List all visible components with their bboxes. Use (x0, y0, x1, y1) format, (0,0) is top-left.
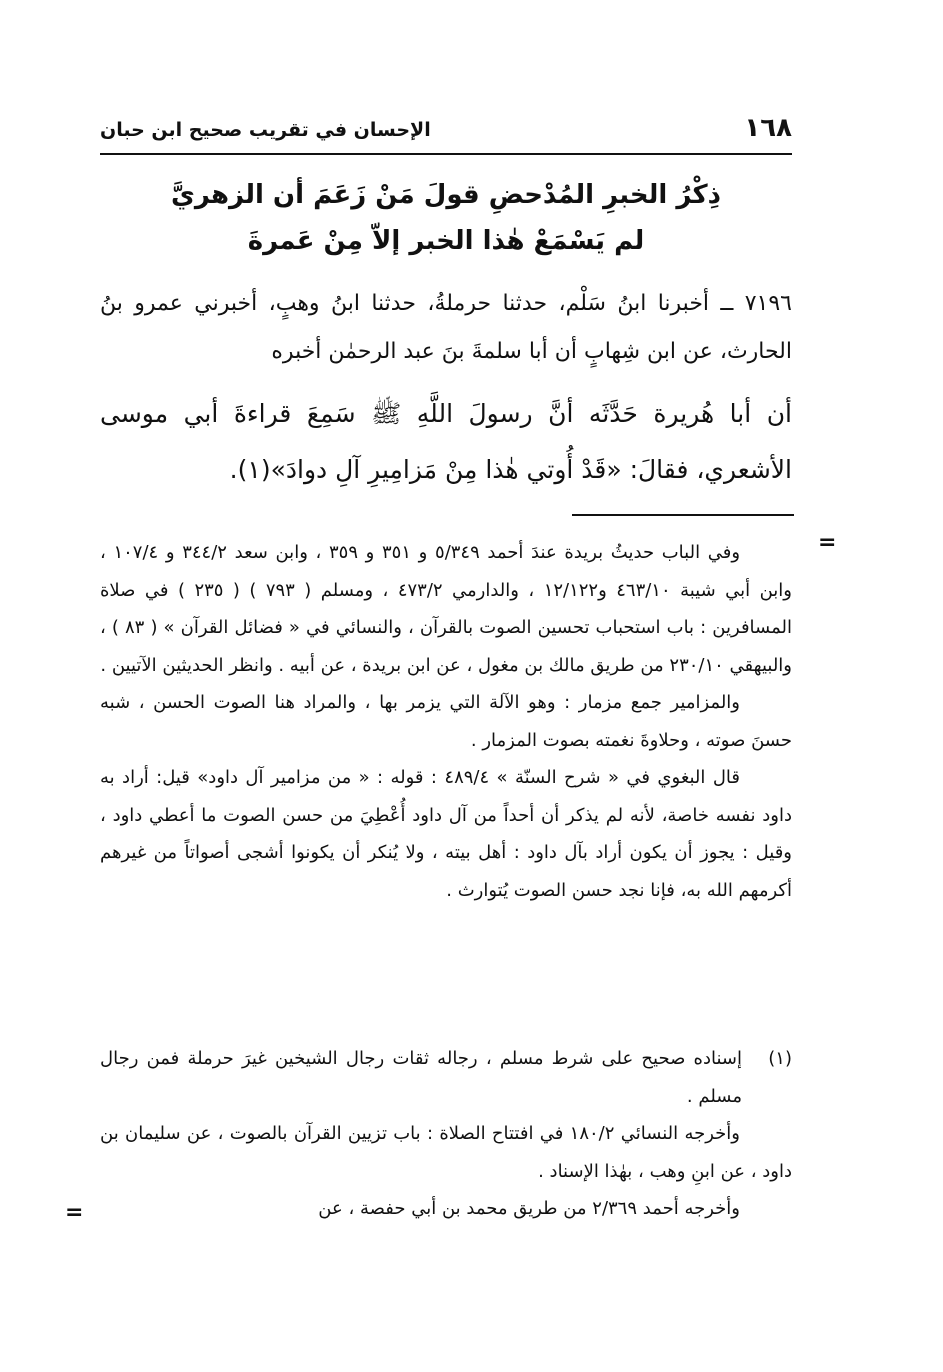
continuation-mark-bottom: = (65, 1200, 84, 1225)
chapter-heading-line-2: لم يَسْمَعْ هٰذا الخبر إلاّ مِنْ عَمرةَ (247, 226, 645, 256)
page-header (100, 113, 792, 155)
footnote-paragraph: وأخرجه النسائي ١٨٠/٢ في افتتاح الصلاة : باب تزيين القرآن بالصوت ، عن سليمان بن داود ، عن ابنِ وهب ، بهٰذا الإسناد . (100, 1123, 792, 1182)
chapter-heading (100, 172, 792, 264)
footnote-paragraph: وأخرجه أحمد ٢/٣٦٩ من طريق محمد بن أبي حفصة ، عن (318, 1198, 740, 1219)
note-paragraph: والمزامير جمع مزمار : وهو الآلة التي يزمر بها ، والمراد هنا الصوت الحسن ، شبه حسنَ صوته ، وحلاوةَ نغمته بصوت المزمار . (100, 692, 792, 751)
footnote-text: إسناده صحيح على شرط مسلم ، رجاله ثقات رجال الشيخين غيرَ حرملة فمن رجال مسلم . (100, 1048, 742, 1107)
running-title: الإحسان في تقريب صحيح ابن حبان (100, 119, 431, 141)
note-paragraph: وفي الباب حديثُ بريدة عندَ أحمد ٥/٣٤٩ و ٣٥١ و ٣٥٩ ، وابن سعد ٣٤٤/٢ و ١٠٧/٤ ، وابن أبي شيبة ٤٦٣/١٠ و١٢/١٢٢ ، والدارمي ٤٧٣/٢ ، ومسلم ( ٧٩٣ ) ( ٢٣٥ ) في صلاة المسافرين : باب استحباب تحسين الصوت بالقرآن ، والنسائي في « فضائل القرآن » ( ٨٣ ) ، والبيهقي ٢٣٠/١٠ من طريق مالك بن مغول ، عن ابن بريدة ، عن أبيه . وانظر الحديثين الآتيين . (100, 542, 792, 676)
hadith-isnad: ٧١٩٦ ــ أخبرنا ابنُ سَلْم، حدثنا حرملةُ، حدثنا ابنُ وهبٍ، أخبرني عمرو بنُ الحارث، عن ابن شِهابٍ أن أبا سلمةَ بنَ عبد الرحمٰن أخبره (100, 291, 792, 364)
carried-notes (100, 534, 792, 909)
continuation-mark-top: = (818, 530, 837, 555)
footnote-number: (١) (768, 1048, 792, 1069)
hadith-matn: أن أبا هُريرة حَدَّثَه أنَّ رسولَ اللَّهِ ﷺ سَمِعَ قراءةَ أبي موسى الأشعري، فقالَ: «قَدْ أُوتي هٰذا مِنْ مَزامِيرِ آلِ دوادَ»(١). (100, 399, 792, 484)
footnote-1 (100, 1040, 792, 1228)
footnote-row (100, 1040, 792, 1115)
note-paragraph: قال البغوي في « شرح السنّة » ٤٨٩/٤ : قوله : « من مزامير آل داود» قيل: أراد به داود نفسه خاصة، لأنه لم يذكر أن أحداً من آل داود أُعْطِيَ من حسن الصوت ما أعطي داود ، وقيل : يجوز أن يكون أراد بآل داود : أهل بيته ، ولا يُنكر أن يكونوا أشجى أصواتاً من غيرهم أكرمهم الله به، فإنا نجد حسن الصوت يُتوارث . (100, 767, 792, 901)
chapter-heading-line-1: ذِكْرُ الخبرِ المُدْحضِ قولَ مَنْ زَعَمَ أن الزهريَّ (170, 180, 721, 210)
footnote-separator (572, 514, 794, 516)
page-number: ١٦٨ (744, 113, 792, 143)
